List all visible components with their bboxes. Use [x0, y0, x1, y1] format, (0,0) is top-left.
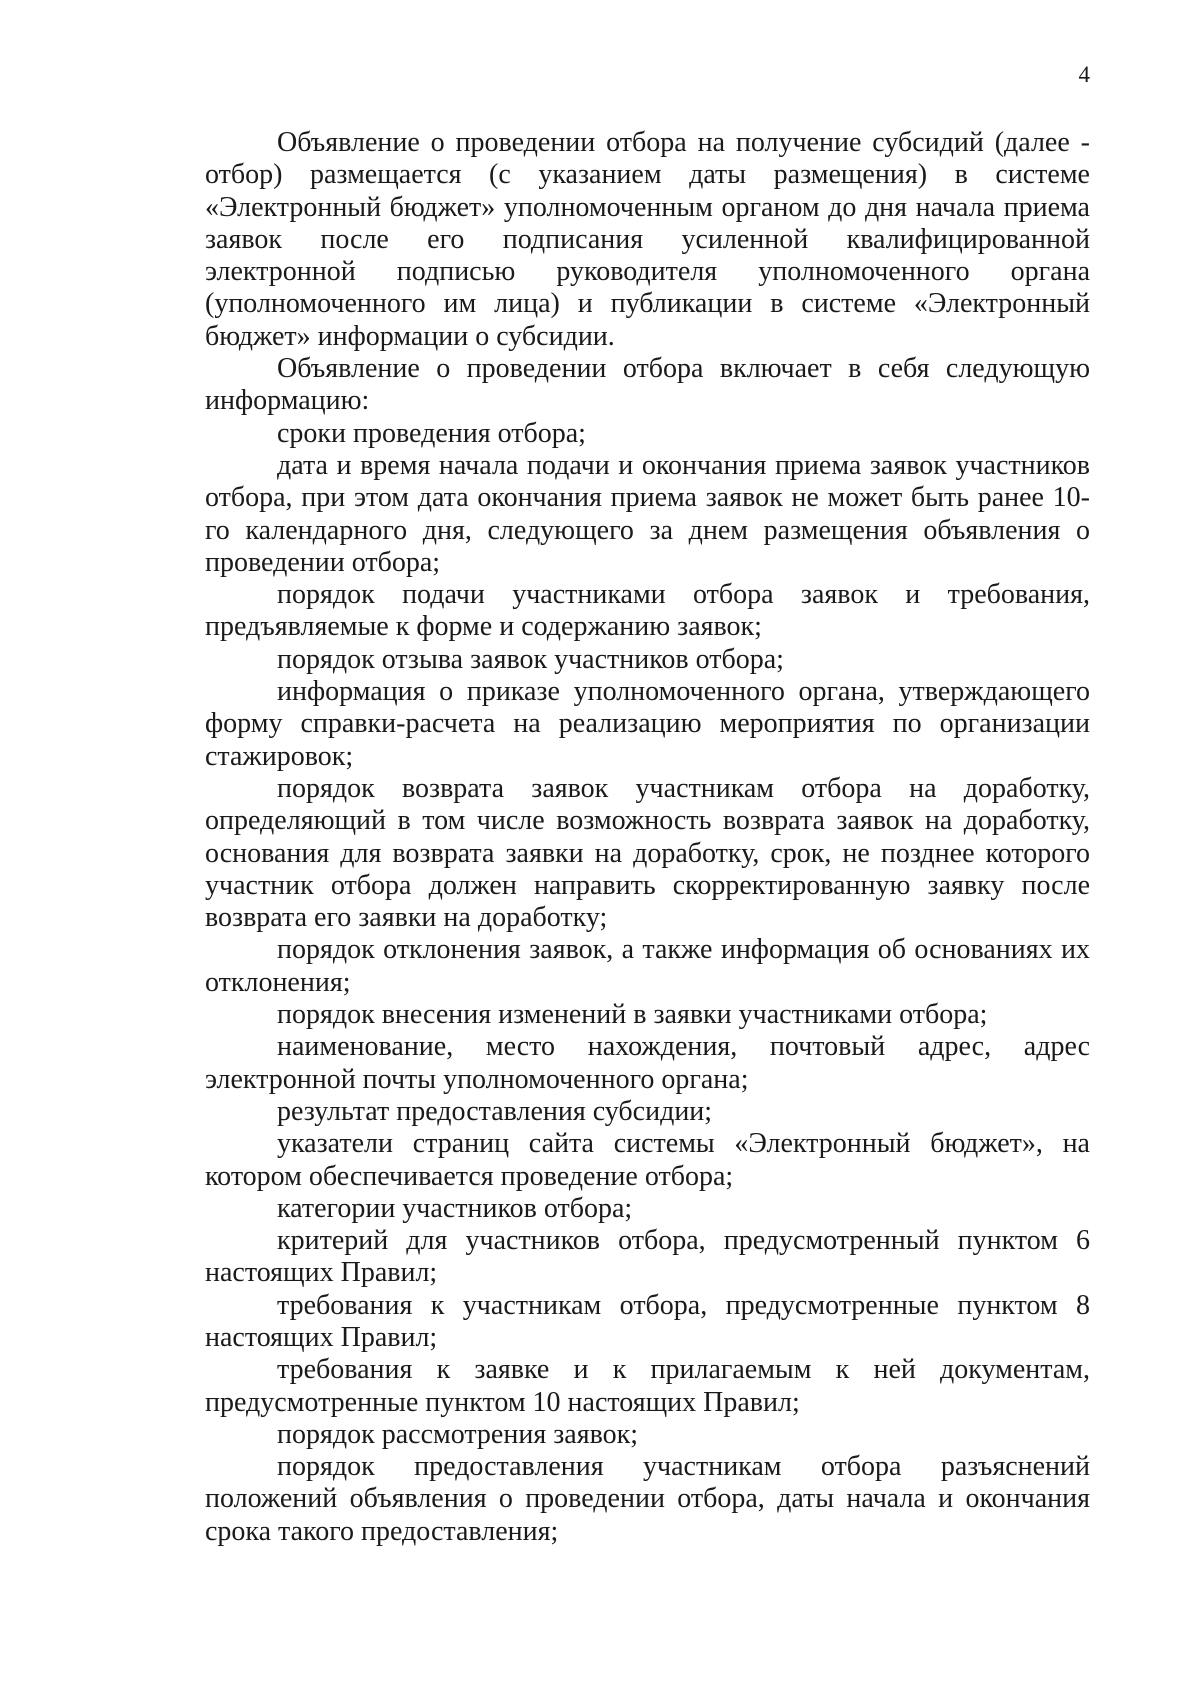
paragraph-announcement-placement: Объявление о проведении отбора на получение субсидий (далее - отбор) размещается (с указанием даты размещения) в системе «Электронный бюджет» уполномоченным органом до дня начала приема заявок после его подписания усиленной квалифицированной электронной подписью руководителя уполномоченного органа (уполномоченного им лица) и публикации в системе «Электронный бюджет» информации о субсидии.: [205, 127, 1090, 352]
list-item: наименование, место нахождения, почтовый адрес, адрес электронной почты уполномоченного органа;: [205, 1031, 1090, 1095]
list-item: порядок отклонения заявок, а также информация об основаниях их отклонения;: [205, 934, 1090, 998]
list-item: информация о приказе уполномоченного органа, утверждающего форму справки-расчета на реализацию мероприятия по организации стажировок;: [205, 676, 1090, 772]
list-item: дата и время начала подачи и окончания приема заявок участников отбора, при этом дата окончания приема заявок не может быть ранее 10-го календарного дня, следующего за днем размещения объявления о проведении отбора;: [205, 449, 1090, 578]
list-item: порядок предоставления участникам отбора разъяснений положений объявления о проведении отбора, даты начала и окончания срока такого предоставления;: [205, 1451, 1090, 1547]
list-item: требования к заявке и к прилагаемым к ней документам, предусмотренные пунктом 10 настоящих Правил;: [205, 1354, 1090, 1418]
list-item: требования к участникам отбора, предусмотренные пунктом 8 настоящих Правил;: [205, 1289, 1090, 1353]
list-item: порядок подачи участниками отбора заявок и требования, предъявляемые к форме и содержанию заявок;: [205, 579, 1090, 643]
document-body: [205, 127, 1090, 1548]
list-item: сроки проведения отбора;: [277, 417, 586, 449]
paragraph-announcement-contents: Объявление о проведении отбора включает в себя следующую информацию:: [205, 353, 1090, 417]
list-item: порядок внесения изменений в заявки участниками отбора;: [277, 999, 988, 1031]
list-item: указатели страниц сайта системы «Электронный бюджет», на котором обеспечивается проведение отбора;: [205, 1128, 1090, 1192]
page-number: 4: [1078, 62, 1090, 87]
list-item: порядок рассмотрения заявок;: [277, 1418, 638, 1450]
list-item: результат предоставления субсидии;: [277, 1095, 713, 1127]
list-item: категории участников отбора;: [277, 1192, 633, 1224]
list-item: порядок отзыва заявок участников отбора;: [277, 643, 784, 675]
list-item: критерий для участников отбора, предусмотренный пунктом 6 настоящих Правил;: [205, 1225, 1090, 1289]
list-item: порядок возврата заявок участникам отбора на доработку, определяющий в том числе возможность возврата заявок на доработку, основания для возврата заявки на доработку, срок, не позднее которого участник отбора должен направить скорректированную заявку после возврата его заявки на доработку;: [205, 772, 1090, 934]
